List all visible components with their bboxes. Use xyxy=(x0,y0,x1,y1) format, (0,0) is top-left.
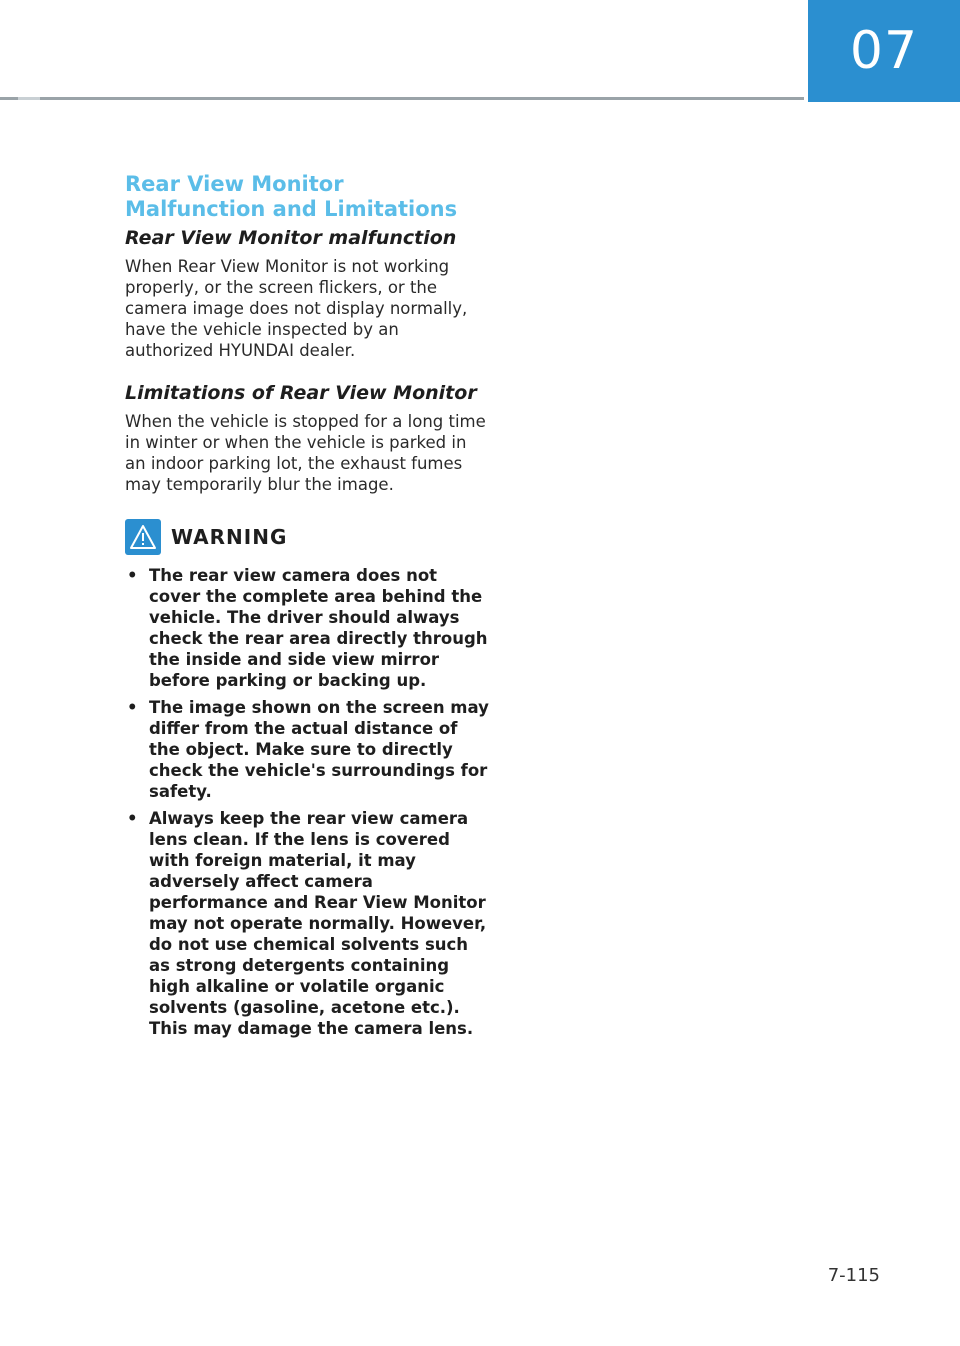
warning-triangle-icon xyxy=(125,519,161,555)
warning-item-text: Always keep the rear view camera lens clean. If the lens is covered with foreign material, it may adversely affect camera performance and Rear View Monitor may not operate normally. However, do not use chemical solvents such as strong detergents containing high alkaline or volatile organic solvents (gasoline, acetone etc.). This may damage the camera lens. xyxy=(149,809,487,1038)
warning-label: WARNING xyxy=(171,525,288,549)
section-title: Rear View Monitor Malfunction and Limitations xyxy=(125,172,458,221)
header-rule-accent xyxy=(18,97,40,100)
chapter-number: 07 xyxy=(849,21,919,81)
warning-item-text: The image shown on the screen may differ from the actual distance of the object. Make sure to directly check the vehicle's surroundings for safety. xyxy=(149,698,489,801)
bullet: • xyxy=(127,698,138,717)
limitations-heading: Limitations of Rear View Monitor xyxy=(125,382,477,404)
warning-item xyxy=(125,697,490,802)
warning-list xyxy=(125,565,490,1039)
malfunction-heading: Rear View Monitor malfunction xyxy=(125,227,457,249)
bullet: • xyxy=(127,566,138,585)
bullet: • xyxy=(127,809,138,828)
malfunction-text: When Rear View Monitor is not working properly, or the screen flickers, or the camera image does not display normally, have the vehicle inspected by an authorized HYUNDAI dealer. xyxy=(125,257,468,360)
chapter-tab xyxy=(808,0,960,102)
content-column xyxy=(125,172,490,1045)
warning-item xyxy=(125,565,490,691)
warning-item-text: The rear view camera does not cover the complete area behind the vehicle. The driver should always check the rear area directly through the inside and side view mirror before parking or backing up. xyxy=(149,566,488,690)
limitations-text: When the vehicle is stopped for a long time in winter or when the vehicle is parked in an indoor parking lot, the exhaust fumes may temporarily blur the image. xyxy=(125,412,486,494)
page-number: 7-115 xyxy=(827,1265,880,1286)
warning-item xyxy=(125,808,490,1039)
warning-header xyxy=(125,519,490,555)
header-rule xyxy=(0,97,804,100)
